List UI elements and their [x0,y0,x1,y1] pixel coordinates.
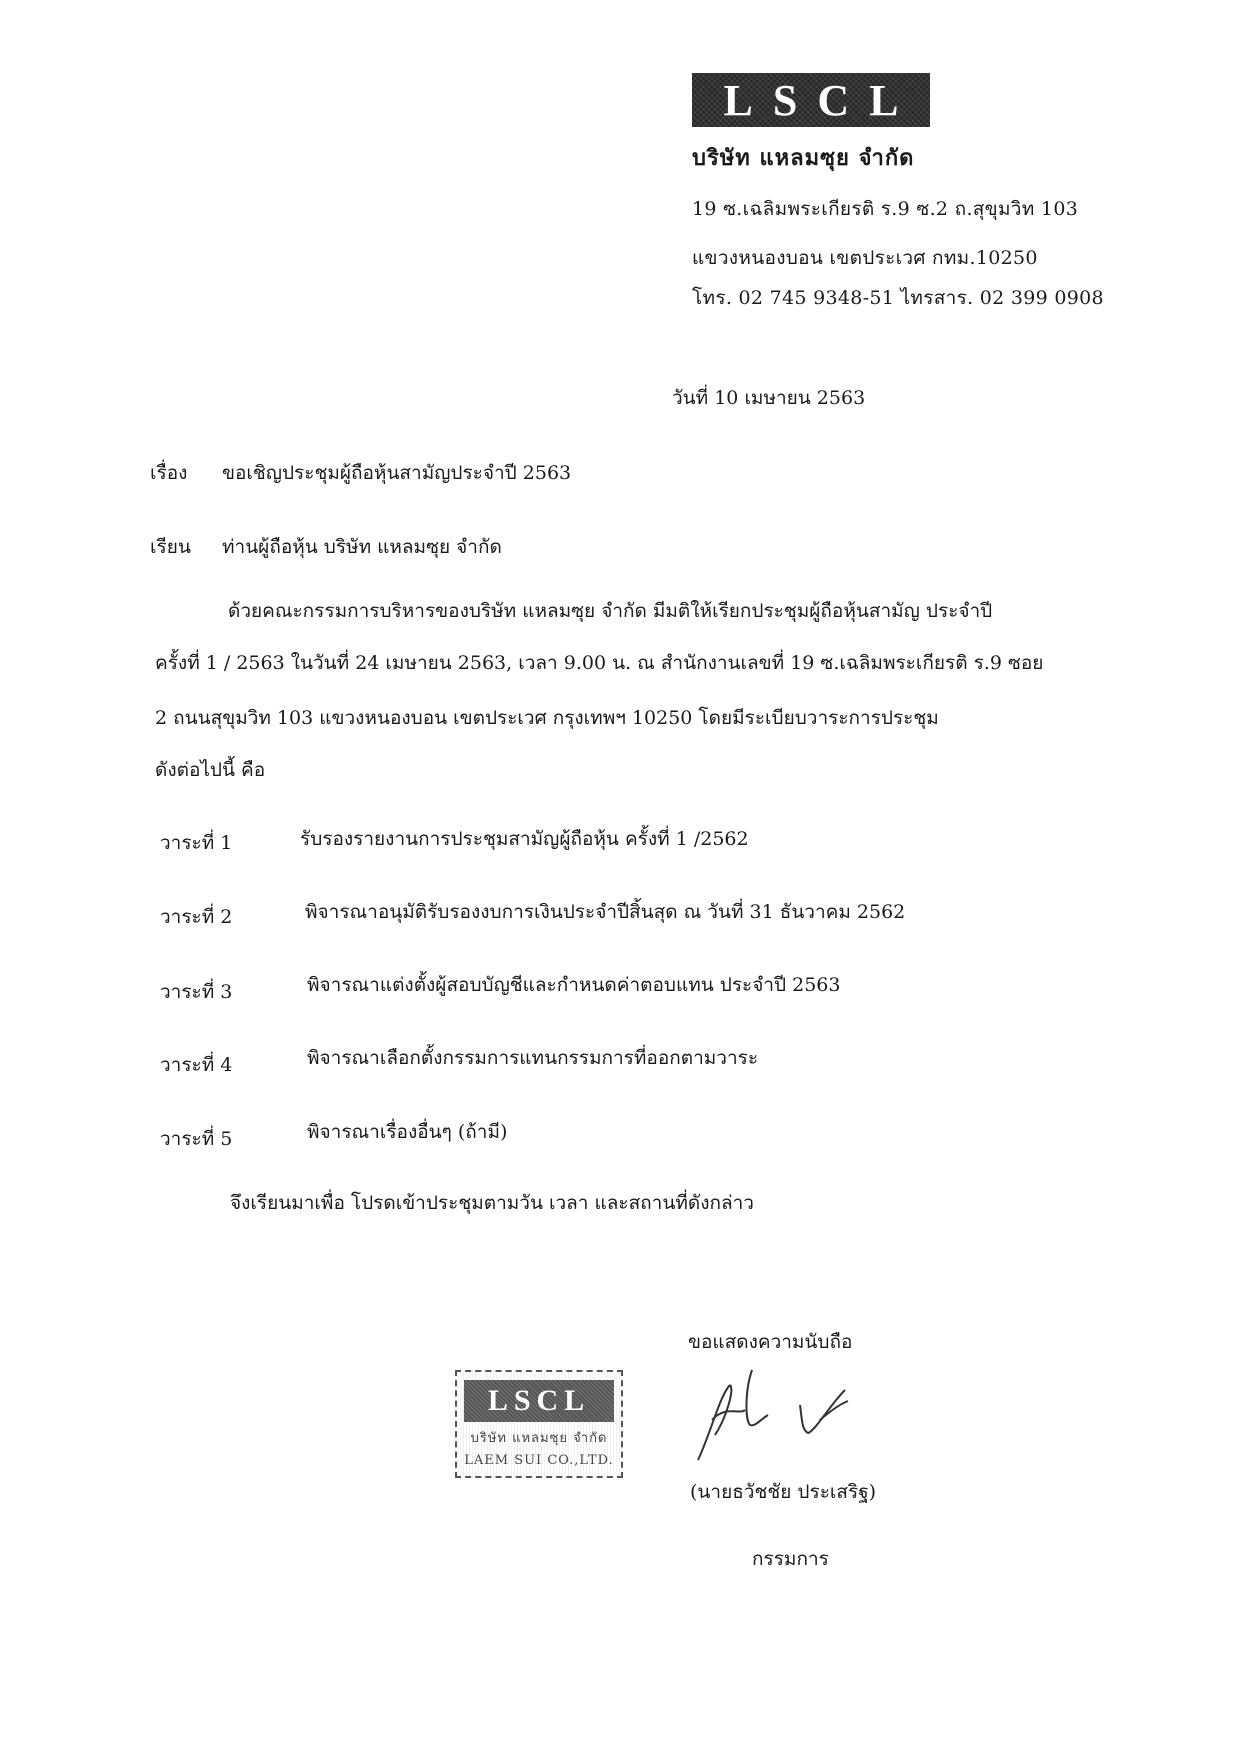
subject-label: เรื่อง [150,462,188,484]
agenda-label-4: วาระที่ 4 [160,1054,233,1076]
company-logo: LSCL [692,73,930,127]
signatory-title: กรรมการ [752,1548,829,1570]
body-line-4: ดังต่อไปนี้ คือ [155,759,266,781]
company-name: บริษัท แหลมซุย จำกัด [692,145,915,171]
agenda-label-3: วาระที่ 3 [160,981,233,1003]
stamp-english-name: LAEM SUI CO.,LTD. [464,1452,614,1468]
signatory-name: (นายธวัชชัย ประเสริฐ) [690,1481,877,1503]
address-line-1: 19 ซ.เฉลิมพระเกียรติ ร.9 ซ.2 ถ.สุขุมวิท 103 [692,198,1079,220]
address-line-2: แขวงหนองบอน เขตประเวศ กทม.10250 [692,247,1038,269]
signature-mark [690,1365,900,1465]
regards-text: ขอแสดงความนับถือ [688,1331,853,1353]
agenda-text-2: พิจารณาอนุมัติรับรองงบการเงินประจำปีสิ้นสุด ณ วันที่ 31 ธันวาคม 2562 [305,901,906,923]
agenda-text-4: พิจารณาเลือกตั้งกรรมการแทนกรรมการที่ออกตามวาระ [307,1047,759,1069]
stamp-logo: LSCL [464,1380,614,1422]
contact-line: โทร. 02 745 9348-51 ไทรสาร. 02 399 0908 [692,287,1104,309]
agenda-text-5: พิจารณาเรื่องอื่นๆ (ถ้ามี) [307,1121,508,1143]
body-line-3: 2 ถนนสุขุมวิท 103 แขวงหนองบอน เขตประเวศ กรุงเทพฯ 10250 โดยมีระเบียบวาระการประชุม [155,707,939,729]
agenda-label-5: วาระที่ 5 [160,1128,233,1150]
company-stamp [455,1370,623,1478]
agenda-text-1: รับรองรายงานการประชุมสามัญผู้ถือหุ้น ครั้งที่ 1 /2562 [300,828,749,850]
agenda-text-3: พิจารณาแต่งตั้งผู้สอบบัญชีและกำหนดค่าตอบแทน ประจำปี 2563 [307,974,841,996]
agenda-label-2: วาระที่ 2 [160,906,233,928]
stamp-thai-name: บริษัท แหลมซุย จำกัด [470,1430,608,1446]
body-line-2: ครั้งที่ 1 / 2563 ในวันที่ 24 เมษายน 2563, เวลา 9.00 น. ณ สำนักงานเลขที่ 19 ซ.เฉลิมพระเกียรติ ร.9 ซอย [155,652,1044,674]
closing-line: จึงเรียนมาเพื่อ โปรดเข้าประชุมตามวัน เวลา และสถานที่ดังกล่าว [230,1192,754,1214]
letter-date: วันที่ 10 เมษายน 2563 [672,387,866,409]
to-text: ท่านผู้ถือหุ้น บริษัท แหลมซุย จำกัด [222,536,502,558]
body-line-1: ด้วยคณะกรรมการบริหารของบริษัท แหลมซุย จำกัด มีมติให้เรียกประชุมผู้ถือหุ้นสามัญ ประจำปี [228,600,993,622]
subject-text: ขอเชิญประชุมผู้ถือหุ้นสามัญประจำปี 2563 [222,462,572,484]
agenda-label-1: วาระที่ 1 [160,832,233,854]
to-label: เรียน [150,536,191,558]
